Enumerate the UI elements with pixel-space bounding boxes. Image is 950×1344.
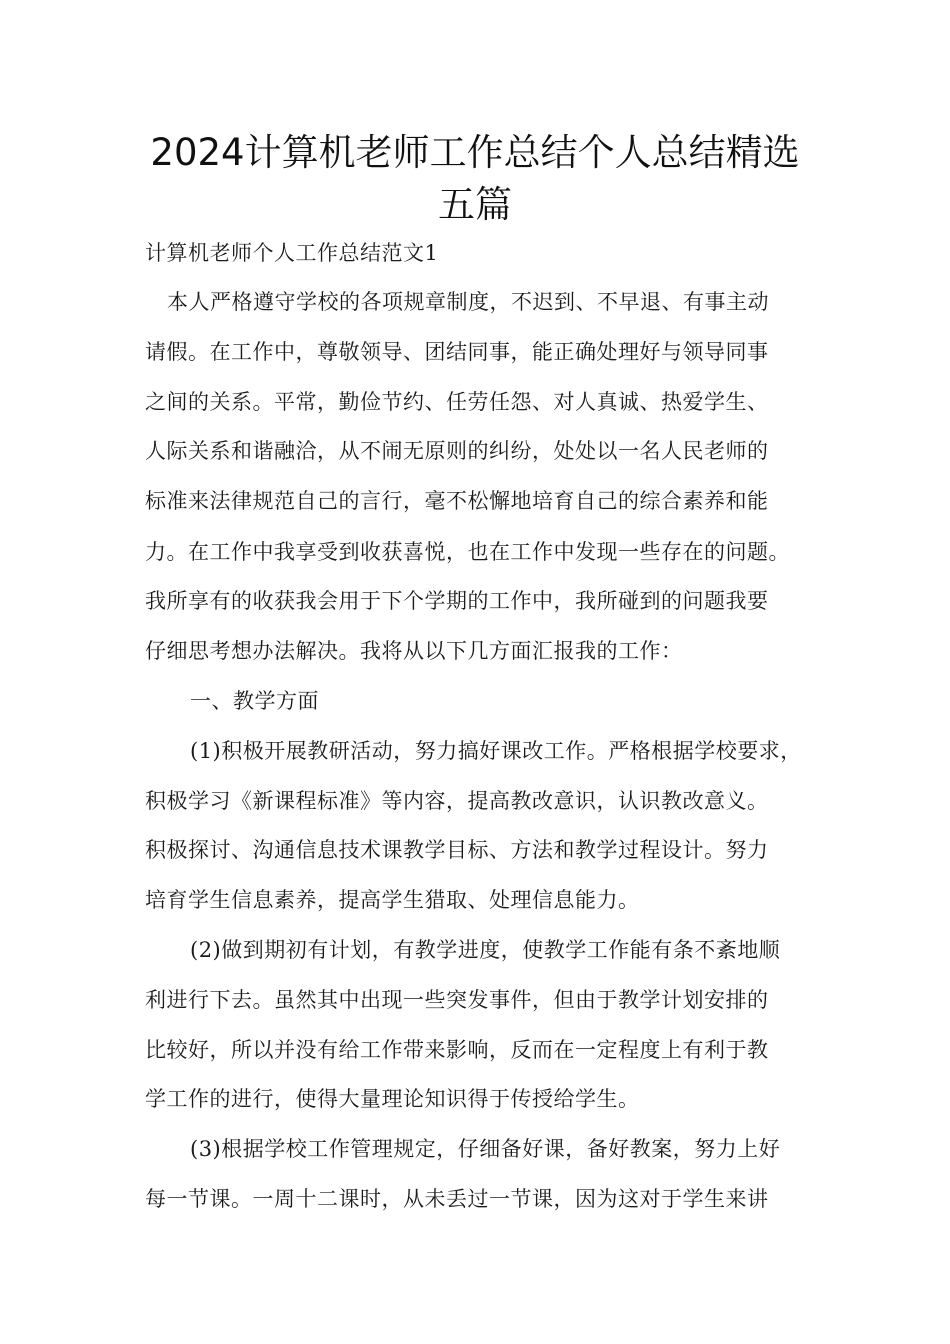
paragraph-line: 培育学生信息素养，提高学生猎取、处理信息能力。 (145, 888, 640, 912)
section-heading: 一、教学方面 (190, 689, 319, 713)
paragraph-line: (3)根据学校工作管理规定，仔细备好课，备好教案，努力上好 (190, 1137, 781, 1161)
paragraph-line: 利进行下去。虽然其中出现一些突发事件，但由于教学计划安排的 (145, 988, 769, 1012)
paragraph-line: 人际关系和谐融洽，从不闹无原则的纠纷，处处以一名人民老师的 (145, 439, 769, 463)
paragraph-line: (2)做到期初有计划，有教学进度，使教学工作能有条不紊地顺 (190, 938, 781, 962)
paragraph-line: 比较好，所以并没有给工作带来影响，反而在一定程度上有利于教 (145, 1038, 769, 1062)
paragraph-line: 请假。在工作中，尊敬领导、团结同事，能正确处理好与领导同事 (145, 340, 769, 364)
section-subtitle: 计算机老师个人工作总结范文1 (145, 241, 439, 265)
paragraph-line: 标准来法律规范自己的言行，毫不松懈地培育自己的综合素养和能 (145, 489, 769, 513)
paragraph-line: 积极学习《新课程标准》等内容，提高教改意识，认识教改意义。 (145, 789, 769, 813)
paragraph-line: 我所享有的收获我会用于下个学期的工作中，我所碰到的问题我要 (145, 589, 769, 613)
paragraph-line: (1)积极开展教研活动，努力搞好课改工作。严格根据学校要求， (190, 739, 802, 763)
paragraph-line: 每一节课。一周十二课时，从未丢过一节课，因为这对于学生来讲 (145, 1187, 769, 1211)
document-title-line-2: 五篇 (438, 183, 512, 226)
paragraph-line: 之间的关系。平常，勤俭节约、任劳任怨、对人真诚、热爱学生、 (145, 390, 769, 414)
paragraph-line: 力。在工作中我享受到收获喜悦，也在工作中发现一些存在的问题。 (145, 540, 790, 564)
paragraph-line: 仔细思考想办法解决。我将从以下几方面汇报我的工作： (145, 639, 683, 663)
paragraph-line: 积极探讨、沟通信息技术课教学目标、方法和教学过程设计。努力 (145, 838, 769, 862)
paragraph-line: 学工作的进行，使得大量理论知识得于传授给学生。 (145, 1087, 640, 1111)
document-title-line-1: 2024计算机老师工作总结个人总结精选 (150, 131, 800, 174)
paragraph-line: 本人严格遵守学校的各项规章制度，不迟到、不早退、有事主动 (167, 290, 769, 314)
